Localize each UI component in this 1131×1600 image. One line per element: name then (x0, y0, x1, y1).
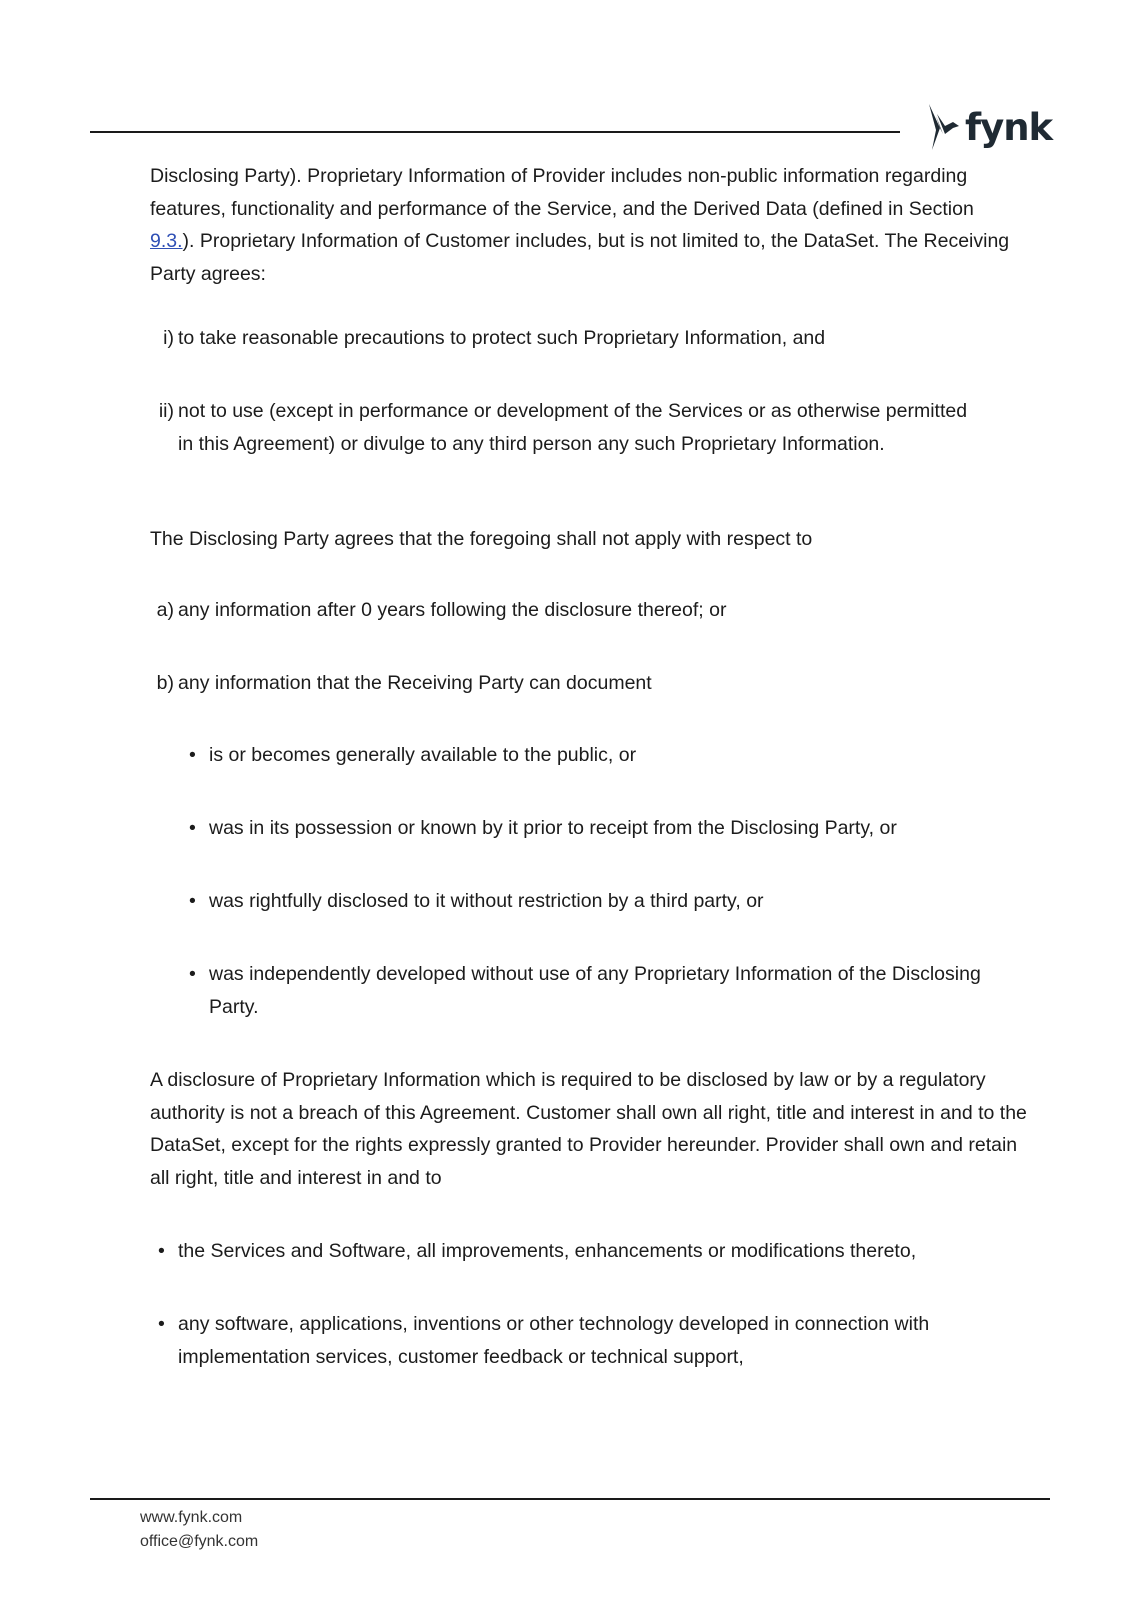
sub-bullet-item: • was independently developed without use of any Proprietary Information of the Disclosing Party. (209, 958, 989, 1023)
intro-paragraph: Disclosing Party). Proprietary Information of Provider includes non-public information regarding features, functionality and performance of the Service, and the Derived Data (defined in Section 9.3.). Proprietary Information of Customer includes, but is not limited to, the DataSet. The Receiving Party agrees: (150, 165, 1010, 285)
ownership-bullet-item: • any software, applications, inventions or other technology developed in connection with implementation services, customer feedback or technical support, (178, 1308, 1038, 1373)
foregoing-paragraph: The Disclosing Party agrees that the foregoing shall not apply with respect to (150, 528, 813, 550)
list-item-i (163, 322, 958, 355)
bullet-icon: • (189, 890, 196, 912)
list-marker: ii) (158, 400, 174, 422)
bullet-icon: • (189, 817, 196, 839)
bullet-icon: • (189, 744, 196, 766)
list-item-text: not to use (except in performance or development of the Services or as otherwise permitted in this Agreement) or divulge to any third person any such Proprietary Information. (178, 400, 968, 455)
bullet-icon: • (158, 1240, 165, 1262)
bullet-icon: • (189, 963, 196, 985)
sub-bullet-item: • was in its possession or known by it prior to receipt from the Disclosing Party, or (209, 812, 1009, 845)
section-9-3-link[interactable]: 9.3. (150, 230, 183, 252)
list-item-text: to take reasonable precautions to protect such Proprietary Information, and (178, 327, 826, 349)
fynk-bird-icon (923, 104, 961, 150)
disclosure-paragraph: A disclosure of Proprietary Information which is required to be disclosed by law or by a regulatory authority is not a breach of this Agreement. Customer shall own all right, title and interest in and to the DataSet, except for the rights expressly granted to Provider hereunder. Provider shall own and retain all right, title and interest in and to (150, 1069, 1027, 1189)
sub-bullet-item: • is or becomes generally available to the public, or (209, 739, 1009, 772)
header-divider (90, 131, 900, 133)
list-item-b (156, 667, 978, 700)
list-marker: b) (156, 672, 174, 694)
ownership-bullet-item: • the Services and Software, all improvements, enhancements or modifications thereto, (178, 1235, 1058, 1268)
list-marker: i) (163, 327, 174, 349)
footer-email-link[interactable]: office@fynk.com (140, 1533, 259, 1550)
brand-name: fynk (965, 105, 1053, 149)
bullet-icon: • (158, 1313, 165, 1335)
fynk-logo[interactable] (923, 104, 1052, 150)
footer (140, 1506, 258, 1554)
footer-website-link[interactable]: www.fynk.com (140, 1509, 243, 1526)
sub-bullet-item: • was rightfully disclosed to it without restriction by a third party, or (209, 885, 1009, 918)
document-body (150, 160, 1040, 290)
list-item-a (156, 594, 978, 627)
footer-divider (90, 1498, 1050, 1500)
list-item-text: any information after 0 years following the disclosure thereof; or (178, 599, 727, 621)
list-item-ii (158, 395, 978, 460)
list-item-text: any information that the Receiving Party can document (178, 672, 652, 694)
list-marker: a) (156, 599, 174, 621)
